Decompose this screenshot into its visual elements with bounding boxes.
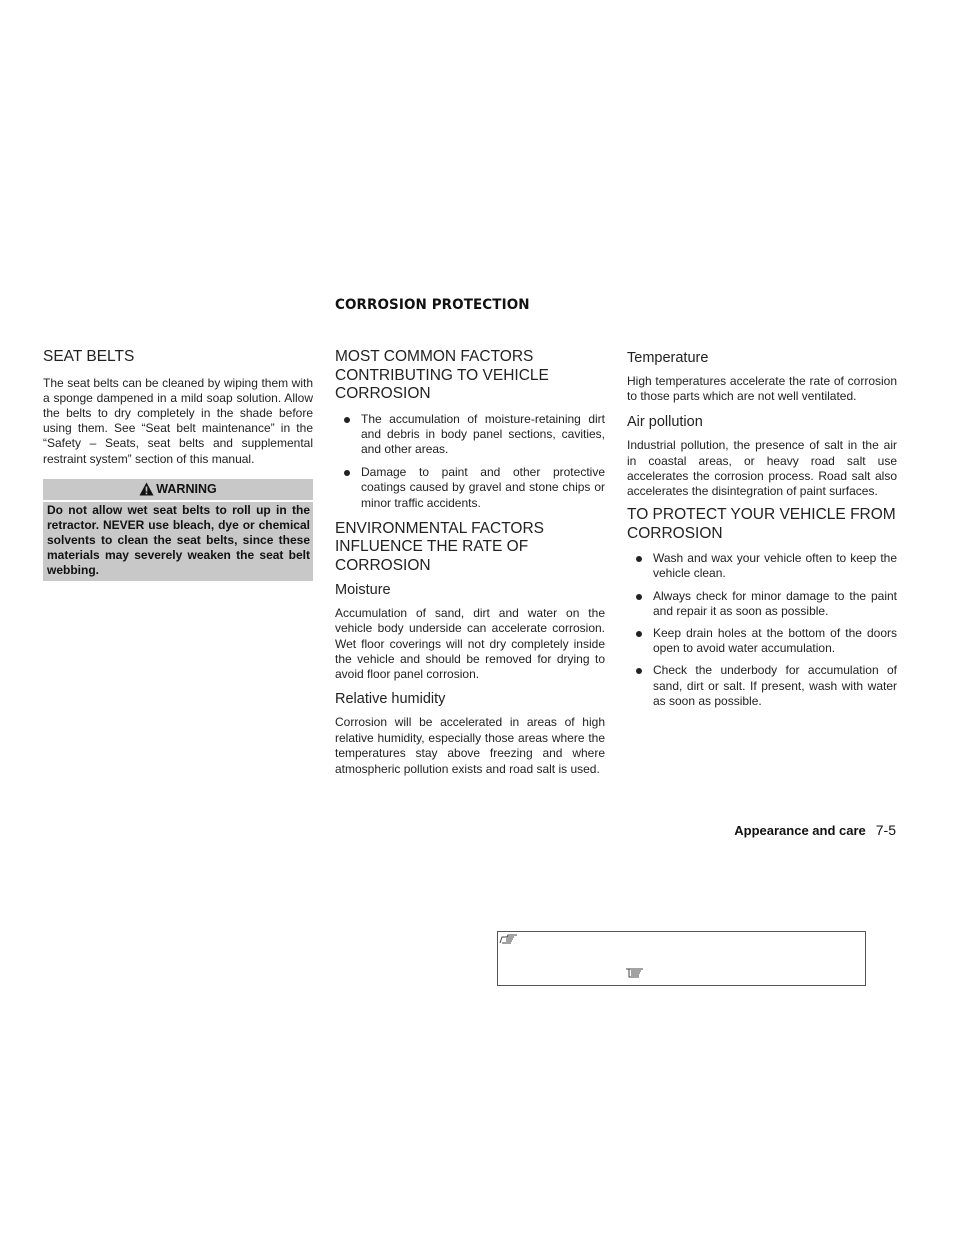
column-right bbox=[627, 348, 897, 709]
list-item-text: Always check for minor damage to the paint and repair it as soon as possible. bbox=[653, 588, 897, 618]
column-middle bbox=[335, 348, 605, 778]
bullet-icon bbox=[636, 668, 642, 674]
reference-box bbox=[497, 931, 866, 986]
list-item-text: Damage to paint and other protective coatings caused by gravel and stone chips or minor traffic accidents. bbox=[361, 465, 605, 510]
pointing-hand-icon bbox=[625, 967, 645, 979]
bullet-icon bbox=[636, 556, 642, 562]
footer-section-label: Appearance and care bbox=[734, 823, 866, 838]
list-item bbox=[627, 589, 897, 619]
moisture-body: Accumulation of sand, dirt and water on the vehicle body underside can accelerate corrosion. Wet floor coverings will not dry completely inside the vehicle and should be removed for drying to avoid floor panel corrosion. bbox=[335, 606, 605, 682]
temperature-heading: Temperature bbox=[627, 350, 709, 366]
protect-list bbox=[627, 551, 897, 709]
bullet-icon bbox=[636, 631, 642, 637]
page-number: 7-5 bbox=[875, 822, 896, 838]
section-title: CORROSION PROTECTION bbox=[335, 297, 530, 313]
bullet-icon bbox=[636, 594, 642, 600]
column-left bbox=[43, 348, 313, 581]
list-item bbox=[627, 626, 897, 656]
seat-belts-heading: SEAT BELTS bbox=[43, 348, 135, 365]
warning-text: Do not allow wet seat belts to roll up in the retractor. NEVER use bleach, dye or chemical solvents to clean the seat belts, since these materials may severely weaken the seat belt webbing. bbox=[43, 502, 313, 581]
list-item bbox=[627, 663, 897, 709]
list-item bbox=[335, 412, 605, 458]
air-pollution-heading: Air pollution bbox=[627, 414, 703, 431]
bullet-icon bbox=[344, 470, 350, 476]
page-footer bbox=[734, 822, 896, 838]
humidity-heading: Relative humidity bbox=[335, 691, 446, 708]
list-item-text: Check the underbody for accumulation of sand, dirt or salt. If present, wash with water as soon as possible. bbox=[653, 663, 897, 708]
seat-belts-body: The seat belts can be cleaned by wiping them with a sponge dampened in a mild soap solution. Allow the belts to dry completely in the shade before using them. See “Seat belt maintenance” in the “Safety – Seats, seat belts and supplemental restraint system” section of this manual. bbox=[43, 375, 313, 466]
temperature-body: High temperatures accelerate the rate of corrosion to those parts which are not well ventilated. bbox=[627, 374, 897, 404]
list-item bbox=[335, 465, 605, 511]
warning-header bbox=[43, 479, 313, 500]
list-item-text: Wash and wax your vehicle often to keep the vehicle clean. bbox=[653, 551, 897, 581]
warning-triangle-icon bbox=[139, 482, 154, 496]
list-item-text: The accumulation of moisture-retaining dirt and debris in body panel sections, cavities, and other areas. bbox=[361, 411, 605, 456]
warning-box bbox=[43, 479, 313, 581]
air-pollution-body: Industrial pollution, the presence of salt in the air in coastal areas, or heavy road salt use accelerates the corrosion process. Road salt also accelerates the disintegration of paint surfaces. bbox=[627, 438, 897, 499]
bullet-icon bbox=[344, 417, 350, 423]
common-factors-list bbox=[335, 412, 605, 511]
warning-label: WARNING bbox=[156, 482, 217, 497]
pointing-hand-icon bbox=[499, 934, 519, 946]
protect-heading: TO PROTECT YOUR VEHICLE FROM CORROSION bbox=[627, 506, 896, 542]
list-item bbox=[627, 551, 897, 581]
environmental-heading: ENVIRONMENTAL FACTORS INFLUENCE THE RATE OF CORROSION bbox=[335, 519, 544, 574]
moisture-heading: Moisture bbox=[335, 582, 391, 599]
common-factors-heading: MOST COMMON FACTORS CONTRIBUTING TO VEHICLE CORROSION bbox=[335, 348, 549, 402]
humidity-body: Corrosion will be accelerated in areas of high relative humidity, especially those areas where the temperatures stay above freezing and where atmospheric pollution exists and road salt is used. bbox=[335, 715, 605, 777]
list-item-text: Keep drain holes at the bottom of the doors open to avoid water accumulation. bbox=[653, 626, 897, 656]
